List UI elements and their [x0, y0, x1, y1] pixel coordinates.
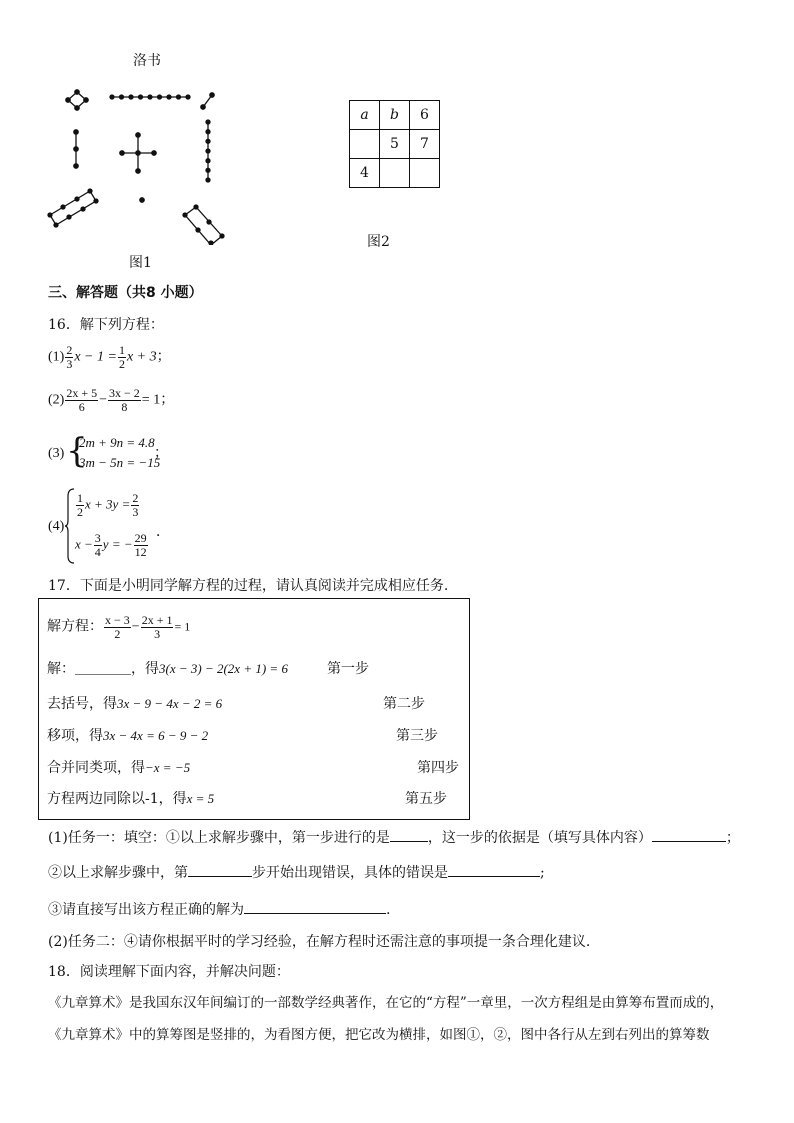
- q16-part1: (1) $\frac{2}{3}$ x − 1 = $\frac{1}{2}$ x + 3；: [48, 343, 171, 371]
- grid-cell: 7: [410, 130, 440, 159]
- solution-step: 去括号，得3x − 9 − 4x − 2 = 6: [47, 696, 223, 712]
- answer-blank[interactable]: [448, 876, 540, 877]
- answer-blank[interactable]: [244, 913, 386, 914]
- task4-line: (2)任务二：④请你根据平时的学习经验，在解方程时还需注意的事项提一条合理化建议.: [48, 934, 591, 950]
- luoshu-group-4: [66, 90, 88, 110]
- grid-row: [350, 159, 440, 188]
- grid-cell: 5: [380, 130, 410, 159]
- luoshu-group-2: [201, 93, 214, 109]
- luoshu-group-8: [48, 189, 98, 227]
- solution-box: [38, 598, 470, 820]
- step-label: 第五步: [405, 791, 447, 807]
- luoshu-group-5: [120, 133, 156, 173]
- luoshu-group-3: [74, 130, 78, 168]
- step-label: 第三步: [396, 728, 438, 744]
- grid-cell: [410, 159, 440, 188]
- solution-step: 合并同类项，得−x = −5: [47, 760, 191, 776]
- grid-cell: [380, 159, 410, 188]
- task3-line: ③请直接写出该方程正确的解为 .: [48, 902, 391, 918]
- q18-stem: 18．阅读理解下面内容，并解决问题：: [48, 964, 290, 980]
- step-label: 第四步: [417, 760, 459, 776]
- figure2-caption: 图2: [367, 234, 390, 250]
- answer-blank[interactable]: [188, 876, 252, 877]
- grid-row: [350, 101, 440, 130]
- solution-step: 方程两边同除以-1，得x = 5: [47, 791, 215, 807]
- answer-blank[interactable]: [652, 841, 726, 842]
- grid-cell: 4: [350, 159, 380, 188]
- grid-cell: a: [350, 101, 380, 130]
- task2-line: ②以上求解步骤中，第 步开始出现错误，具体的错误是 ;: [48, 865, 545, 881]
- solution-step: 解：＿＿＿＿，得3(x − 3) − 2(2x + 1) = 6: [47, 661, 288, 677]
- q18-line1: 《九章算术》是我国东汉年间编订的一部数学经典著作，在它的“方程”一章里，一次方程组是由算筹布置而成的，: [48, 995, 724, 1011]
- q18-line2: 《九章算术》中的算筹图是竖排的，为看图方便，把它改为横排，如图①，②，图中各行从左到右列出的算筹数: [48, 1027, 710, 1043]
- luoshu-group-9: [110, 95, 190, 99]
- task1-line: (1)任务一：填空：①以上求解步骤中，第一步进行的是 ，这一步的依据是（填写具体内容） ；: [48, 830, 740, 846]
- magic-square-grid: [349, 100, 440, 188]
- step-label: 第二步: [383, 696, 425, 712]
- grid-row: [350, 130, 440, 159]
- step-label: 第一步: [327, 661, 369, 677]
- figure1-title: 洛书: [133, 53, 161, 69]
- luoshu-group-7: [206, 120, 210, 182]
- grid-cell: [350, 130, 380, 159]
- q16-part2: (2) $\frac{2x + 5}{6}$ − $\frac{3x - 2}{8}$ = 1；: [48, 386, 175, 414]
- grid-cell: b: [380, 101, 410, 130]
- figure1-caption: 图1: [129, 255, 152, 271]
- section-heading: 三、解答题（共8 小题）: [48, 285, 203, 301]
- grid-cell: 6: [410, 101, 440, 130]
- luoshu-diagram: [40, 80, 240, 245]
- q16-stem: 16．解下列方程：: [48, 317, 164, 333]
- answer-blank[interactable]: [390, 841, 428, 842]
- luoshu-group-1: [140, 198, 144, 202]
- q17-stem: 17．下面是小明同学解方程的过程，请认真阅读并完成相应任务.: [48, 578, 449, 594]
- luoshu-group-6: [183, 205, 224, 245]
- solution-step: 移项，得3x − 4x = 6 − 9 − 2: [47, 728, 209, 744]
- solution-equation: 解方程： $\frac{x - 3}{2}$ − $\frac{2x + 1}{3}$ = 1: [47, 613, 191, 641]
